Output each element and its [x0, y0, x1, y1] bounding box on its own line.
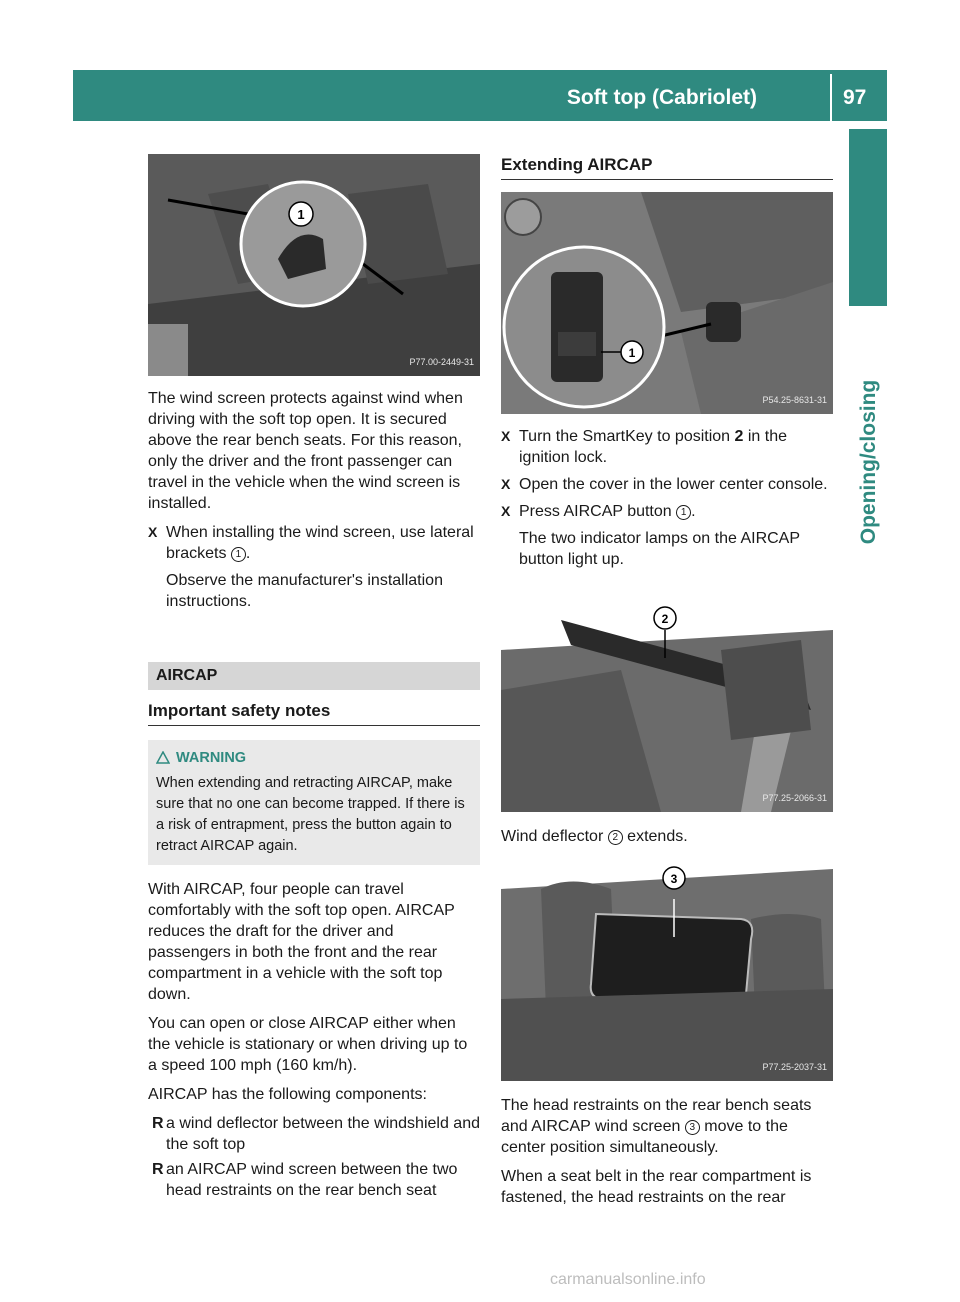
image2-callout: 1 [628, 346, 636, 360]
intro-paragraph: The wind screen protects against wind when driving with the soft top open. It is secured above the rear bench seats. For this reason, only the driver and the front passenger can travel in the vehicle when the wind screen is installed. [148, 390, 463, 512]
list-item-text: an AIRCAP wind screen between the two head restraints on the rear bench seat [166, 1161, 458, 1199]
chapter-title: Soft top (Cabriolet) [566, 86, 757, 109]
head-restraints-paragraph [501, 1095, 833, 1158]
step-marker: X [148, 524, 158, 540]
image3-callout: 2 [661, 612, 669, 626]
header-divider [830, 74, 832, 121]
step-text-end: . [245, 545, 251, 562]
paragraph-four-people: With AIRCAP, four people can travel comfortably with the soft top open. AIRCAP reduces the draft for the driver and passengers in both the front and the rear compartment in a vehicle with the soft top down. [148, 881, 455, 1003]
section-title: AIRCAP [148, 662, 480, 690]
image2-ref: P54.25-8631-31 [762, 395, 827, 405]
image4-ref: P77.25-2037-31 [762, 1062, 827, 1072]
aircap-screen-photo [501, 859, 833, 1081]
step-smartkey [501, 426, 833, 468]
side-tab [849, 310, 887, 610]
subheading-extending: Extending AIRCAP [501, 154, 833, 180]
header-bar [73, 70, 887, 121]
aircap-button-photo [501, 192, 833, 414]
step-marker: X [501, 428, 511, 444]
bullet-marker: R [152, 1115, 164, 1132]
paragraph-text: The head restraints on the rear bench seats and AIRCAP wind screen [501, 1097, 812, 1135]
image4-callout: 3 [670, 872, 678, 886]
position-value: 2 [734, 428, 744, 445]
list-item [148, 1159, 480, 1201]
caption-text-end: extends. [627, 828, 688, 845]
step-install [148, 522, 480, 564]
callout-1: 1 [676, 505, 691, 520]
page-number: 97 [843, 86, 867, 109]
side-tab-label: Opening/closing [857, 379, 880, 545]
step-text: When installing the wind screen, use lateral brackets [166, 524, 474, 562]
step-text: Open the cover in the lower center console. [519, 476, 828, 493]
image3-ref: P77.25-2066-31 [762, 793, 827, 803]
paragraph-text-end: move to the center position simultaneously. [501, 1118, 788, 1156]
list-item [148, 1113, 480, 1155]
side-tab-marker [849, 129, 887, 306]
warning-box [148, 740, 480, 865]
warning-text: When extending and retracting AIRCAP, make sure that no one can become trapped. If there is a risk of entrapment, press the button again to retract AIRCAP again. [156, 775, 465, 854]
callout-3: 3 [685, 1120, 700, 1135]
subheading-safety: Important safety notes [148, 690, 480, 726]
step-text-end: . [691, 503, 696, 520]
image1-ref: P77.00-2449-31 [409, 357, 474, 367]
step-press-button [501, 501, 833, 522]
callout-2: 2 [608, 830, 623, 845]
warning-title-text: WARNING [176, 750, 247, 766]
list-item-text: a wind deflector between the windshield and the soft top [166, 1115, 480, 1153]
step-marker: X [501, 476, 511, 492]
step-text: Press AIRCAP button [519, 503, 672, 520]
step-marker: X [501, 503, 511, 519]
step-note: Observe the manufacturer's installation instructions. [166, 572, 443, 610]
warning-triangle-icon [156, 750, 170, 771]
wind-screen-photo [148, 154, 480, 376]
step-open-cover [501, 474, 833, 495]
step-text: Turn the SmartKey to position [519, 428, 731, 445]
warning-title [156, 748, 472, 769]
right-column [501, 154, 833, 1216]
caption-text: Wind deflector [501, 828, 604, 845]
step-note: The two indicator lamps on the AIRCAP button light up. [519, 530, 800, 568]
paragraph-speed: You can open or close AIRCAP either when the vehicle is stationary or when driving up to a speed 100 mph (160 km/h). [148, 1015, 468, 1074]
step-text-end: in the ignition lock. [519, 428, 788, 466]
paragraph-components: AIRCAP has the following components: [148, 1086, 427, 1103]
seat-belt-paragraph: When a seat belt in the rear compartment is fastened, the head restraints on the rear [501, 1168, 812, 1206]
bullet-marker: R [152, 1161, 164, 1178]
callout-1: 1 [231, 547, 246, 562]
wind-deflector-photo [501, 590, 833, 812]
left-column [148, 154, 480, 1205]
footer-watermark[interactable]: carmanualsonline.info [550, 1271, 706, 1288]
deflector-caption [501, 826, 833, 847]
image1-callout: 1 [297, 207, 305, 222]
